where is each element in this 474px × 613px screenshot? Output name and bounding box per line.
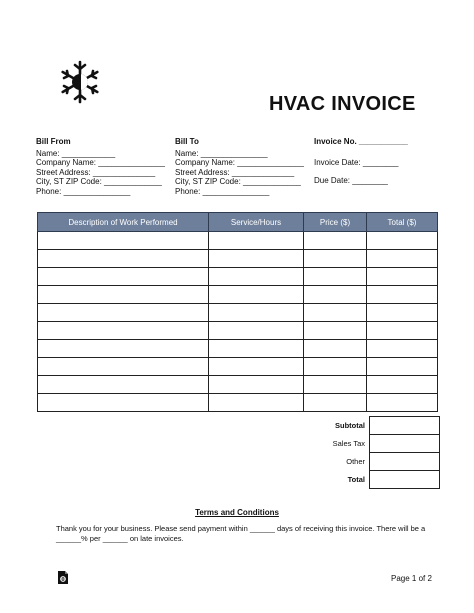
description-cell[interactable] [38,322,209,340]
other-value[interactable] [370,453,440,471]
invoice-title: HVAC INVOICE [269,93,416,115]
table-row [38,268,438,286]
price-cell[interactable] [304,268,367,286]
bill-from-company[interactable]: Company Name: _______________ [36,158,165,168]
table-row [38,376,438,394]
total-cell[interactable] [367,250,438,268]
description-cell[interactable] [38,358,209,376]
table-row [38,304,438,322]
price-cell[interactable] [304,358,367,376]
column-header-description: Description of Work Performed [38,213,209,232]
description-cell[interactable] [38,268,209,286]
hours-cell[interactable] [209,376,304,394]
page-number: Page 1 of 2 [391,574,432,583]
price-cell[interactable] [304,394,367,412]
bill-from-name[interactable]: Name: ____________ [36,148,116,158]
bill-to-city[interactable]: City, ST ZIP Code: _____________ [175,177,301,187]
hours-cell[interactable] [209,286,304,304]
hours-cell[interactable] [209,322,304,340]
total-cell[interactable] [367,340,438,358]
total-cell[interactable] [367,376,438,394]
table-row [38,358,438,376]
description-cell[interactable] [38,250,209,268]
terms-title: Terms and Conditions [195,508,279,517]
bill-to-name[interactable]: Name: _______________ [175,148,268,158]
price-cell[interactable] [304,232,367,250]
bill-to-phone[interactable]: Phone: _______________ [175,186,270,196]
price-cell[interactable] [304,304,367,322]
other-row [315,453,440,471]
total-cell[interactable] [367,304,438,322]
hours-cell[interactable] [209,394,304,412]
table-row [38,250,438,268]
total-cell[interactable] [367,394,438,412]
hours-cell[interactable] [209,340,304,358]
terms-body: Thank you for your business. Please send payment within ______ days of receiving this invoice. There will be a ______% per ______ on late invoices. [56,524,426,543]
total-value[interactable] [370,471,440,489]
invoice-number[interactable]: Invoice No. ___________ [314,137,408,146]
bill-from-heading: Bill From [36,137,71,146]
column-header-total: Total ($) [367,213,438,232]
sales-tax-value[interactable] [370,435,440,453]
bill-to-heading: Bill To [175,137,199,146]
hours-cell[interactable] [209,250,304,268]
subtotal-label: Subtotal [335,421,365,430]
total-cell[interactable] [367,268,438,286]
bill-from-city[interactable]: City, ST ZIP Code: _____________ [36,177,162,187]
hours-cell[interactable] [209,304,304,322]
column-header-service-hours: Service/Hours [209,213,304,232]
price-cell[interactable] [304,376,367,394]
line-items-table [37,212,438,412]
total-cell[interactable] [367,232,438,250]
total-row [315,471,440,489]
hours-cell[interactable] [209,358,304,376]
invoice-date[interactable]: Invoice Date: ________ [314,157,399,167]
table-row [38,322,438,340]
other-label: Other [346,457,365,466]
subtotal-row [315,417,440,435]
hours-cell[interactable] [209,268,304,286]
bill-to-street[interactable]: Street Address: ______________ [175,167,295,177]
price-cell[interactable] [304,340,367,358]
sales-tax-row [315,435,440,453]
description-cell[interactable] [38,232,209,250]
table-row [38,340,438,358]
price-cell[interactable] [304,322,367,340]
bill-from-street[interactable]: Street Address: ______________ [36,167,156,177]
total-cell[interactable] [367,358,438,376]
sun-snowflake-logo-icon [56,58,104,106]
total-cell[interactable] [367,322,438,340]
bill-to-block [175,137,304,197]
bill-from-phone[interactable]: Phone: _______________ [36,186,131,196]
totals-table [315,416,440,489]
description-cell[interactable] [38,376,209,394]
table-row [38,232,438,250]
total-cell[interactable] [367,286,438,304]
table-row [38,394,438,412]
price-cell[interactable] [304,286,367,304]
invoice-info-block [314,137,408,186]
due-date[interactable]: Due Date: ________ [314,176,388,186]
table-header-row [38,213,438,232]
table-row [38,286,438,304]
subtotal-value[interactable] [370,417,440,435]
hours-cell[interactable] [209,232,304,250]
column-header-price: Price ($) [304,213,367,232]
description-cell[interactable] [38,304,209,322]
bill-from-block [36,137,165,197]
total-label: Total [347,475,365,484]
description-cell[interactable] [38,394,209,412]
sales-tax-label: Sales Tax [332,439,365,448]
description-cell[interactable] [38,340,209,358]
document-brand-icon [58,571,68,584]
bill-to-company[interactable]: Company Name: _______________ [175,158,304,168]
price-cell[interactable] [304,250,367,268]
description-cell[interactable] [38,286,209,304]
